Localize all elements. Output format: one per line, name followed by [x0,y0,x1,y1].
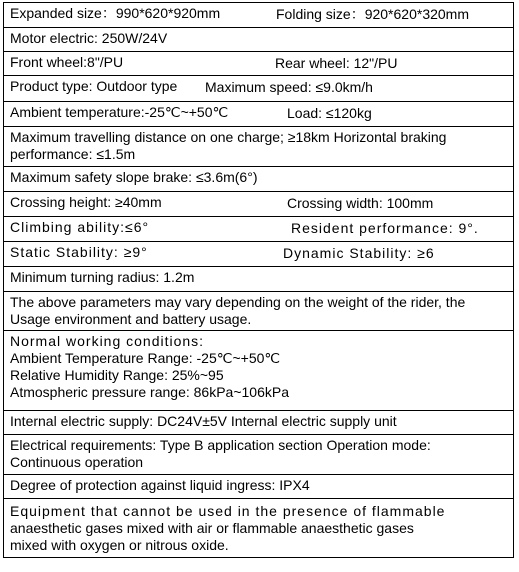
crossing-width: Crossing width: 100mm [287,195,434,211]
spec-row-type-speed [4,75,513,101]
turning-radius: Minimum turning radius: 1.2m [10,269,195,285]
spec-row-note [4,291,513,330]
spec-row-protection [4,474,513,498]
dynamic-stability: Dynamic Stability: ≥6 [283,245,435,261]
spec-row-climbing [4,216,513,241]
spec-row-temp-load [4,101,513,126]
spec-table [3,2,514,558]
climbing-ability: Climbing ability:≤6° [10,219,150,235]
resident-performance: Resident performance: 9°. [291,220,479,236]
electrical-line2: Continuous operation [10,454,144,470]
warning-line1: Equipment that cannot be used in the presence of flammable [10,503,446,519]
max-distance-line2: performance: ≤1.5m [10,146,136,162]
note-line1: The above parameters may vary depending on the weight of the rider, the [10,294,466,310]
folding-size: Folding size：920*620*320mm [276,6,469,22]
normal-humidity: Relative Humidity Range: 25%~95 [10,367,224,383]
slope-brake: Maximum safety slope brake: ≤3.6m(6°) [10,169,258,185]
spec-row-distance [4,126,513,166]
expanded-size: Expanded size：990*620*920mm [10,5,221,21]
note-line2: Usage environment and battery usage. [10,311,252,327]
warning-line3: mixed with oxygen or nitrous oxide. [10,537,229,553]
product-type: Product type: Outdoor type [10,78,178,94]
spec-row-internal-supply [4,410,513,434]
spec-row-warning [4,498,513,557]
spec-row-crossing [4,191,513,216]
crossing-height: Crossing height: ≥40mm [10,194,162,210]
load: Load: ≤120kg [287,105,372,121]
warning-line2: anaesthetic gases mixed with air or flammable anaesthetic gases [10,520,414,536]
spec-row-electrical [4,434,513,474]
electrical-line1: Electrical requirements: Type B application section Operation mode: [10,437,431,453]
normal-temp: Ambient Temperature Range: -25℃~+50℃ [10,350,281,366]
max-speed: Maximum speed: ≤9.0km/h [205,79,373,95]
spec-row-stability [4,241,513,266]
normal-heading: Normal working conditions: [10,333,205,349]
motor: Motor electric: 250W/24V [10,30,168,46]
static-stability: Static Stability: ≥9° [10,244,148,260]
internal-supply: Internal electric supply: DC24V±5V Internal electric supply unit [10,413,397,429]
protection: Degree of protection against liquid ingress: IPX4 [10,477,310,493]
normal-pressure: Atmospheric pressure range: 86kPa~106kPa [10,384,289,400]
spec-row-normal-conditions [4,330,513,410]
front-wheel: Front wheel:8"/PU [10,54,124,70]
max-distance-line1: Maximum travelling distance on one charge; ≥18km Horizontal braking [10,129,447,145]
spec-row-wheels [4,51,513,75]
rear-wheel: Rear wheel: 12"/PU [275,55,398,71]
ambient-temp: Ambient temperature:-25℃~+50℃ [10,104,229,120]
spec-row-slope [4,166,513,191]
spec-row-turning [4,266,513,291]
spec-row-motor [4,27,513,51]
spec-row-size [4,3,513,27]
